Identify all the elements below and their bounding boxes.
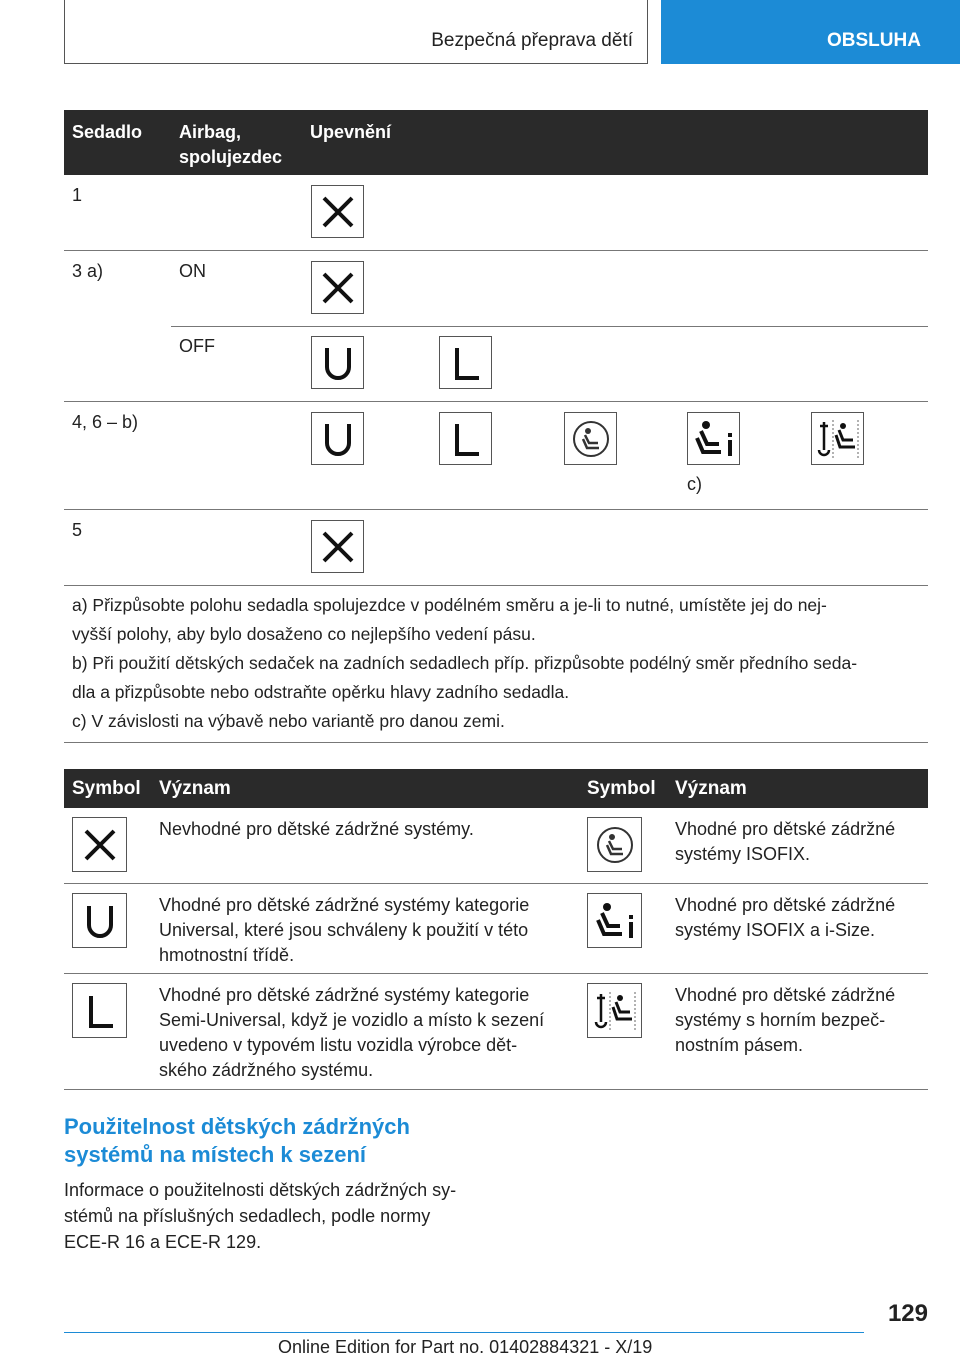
l-icon [72, 983, 127, 1038]
footnotes [64, 586, 928, 743]
footnote-a: a) Přizpůsobte polohu sedadla spolujezdce v podélném směru a je-li to nutné, umístěte jej do nej- vyšší polohy, aby bylo dosaženo co nejlepšího vedení pásu. [72, 595, 827, 644]
airbag-state: OFF [179, 336, 215, 356]
x-icon [72, 817, 127, 872]
meaning-text: Vhodné pro dětské zádržné systémy kategorie Universal, které jsou schváleny k použití v této hmotnostní třídě. [159, 895, 530, 965]
section-heading: Použitelnost dětských zádržných systémů na místech k sezení [64, 1114, 410, 1167]
table-row [64, 510, 928, 586]
footer-divider [64, 1332, 864, 1333]
meaning-text: Nevhodné pro dětské zádržné systémy. [159, 819, 474, 839]
table-row [64, 974, 928, 1090]
x-icon [311, 520, 364, 573]
isofix-icon [564, 412, 617, 465]
meaning-text: Vhodné pro dětské zádržné systémy ISOFIX. [675, 819, 896, 864]
meaning-text: Vhodné pro dětské zádržné systémy s horním bezpeč- nostním pásem. [675, 985, 896, 1055]
section-tab-label: OBSLUHA [827, 30, 921, 51]
footnote-c: c) V závislosti na výbavě nebo variantě pro danou zemi. [72, 711, 505, 731]
table-row [64, 402, 928, 510]
seating-table [64, 110, 928, 743]
airbag-state: ON [179, 261, 206, 281]
x-icon [311, 185, 364, 238]
page-number: 129 [887, 1300, 928, 1327]
header-box [64, 0, 648, 64]
footnote-b: b) Při použití dětských sedaček na zadních sedadlech příp. přizpůsobte podélný směr předního seda- dla a přizpůsobte nebo odstraňte opěrku hlavy zadního sedadla. [72, 653, 858, 702]
l-icon [439, 336, 492, 389]
seat-label: 4, 6 – b) [72, 412, 139, 432]
x-icon [311, 261, 364, 314]
section-tab [661, 0, 960, 64]
meaning-text: Vhodné pro dětské zádržné systémy ISOFIX a i-Size. [675, 895, 896, 940]
meaning-text: Vhodné pro dětské zádržné systémy kategorie Semi-Universal, když je vozidlo a místo k sezení uvedeno v typovém listu vozidla výrobce dět- ského zádržného systému. [159, 985, 545, 1080]
u-icon [72, 893, 127, 948]
seat-label: 3 a) [72, 261, 104, 281]
table-row [171, 251, 928, 327]
seat-label: 5 [72, 520, 83, 540]
col-airbag: Airbag, spolujezdec [179, 122, 283, 167]
footer-text: Online Edition for Part no. 01402884321 - X/19 [278, 1337, 653, 1357]
table-row [64, 884, 928, 974]
isofix-isize-icon [587, 893, 642, 948]
seating-table-header [64, 110, 928, 175]
table-row [171, 326, 928, 401]
col-meaning-2: Význam [675, 778, 747, 799]
symbol-table-header [64, 769, 928, 808]
col-meaning: Význam [159, 778, 231, 799]
isofix-icon [587, 817, 642, 872]
table-row [64, 175, 928, 251]
seat-label: 1 [72, 185, 83, 205]
symbol-table [64, 769, 928, 1090]
col-attachment: Upevnění [310, 122, 392, 142]
u-icon [311, 412, 364, 465]
l-icon [439, 412, 492, 465]
table-row [64, 808, 928, 884]
col-symbol-2: Symbol [587, 778, 656, 799]
top-tether-icon [587, 983, 642, 1038]
isofix-isize-icon [687, 412, 740, 465]
col-seat: Sedadlo [72, 122, 143, 142]
top-tether-icon [811, 412, 864, 465]
header-title: Bezpečná přeprava dětí [431, 30, 633, 51]
col-symbol: Symbol [72, 778, 141, 799]
section-body: Informace o použitelnosti dětských zádržných sy- stémů na příslušných sedadlech, podle normy ECE-R 16 a ECE-R 129. [64, 1180, 457, 1252]
u-icon [311, 336, 364, 389]
seat-3-group [64, 251, 928, 402]
icon-note: c) [687, 474, 702, 494]
